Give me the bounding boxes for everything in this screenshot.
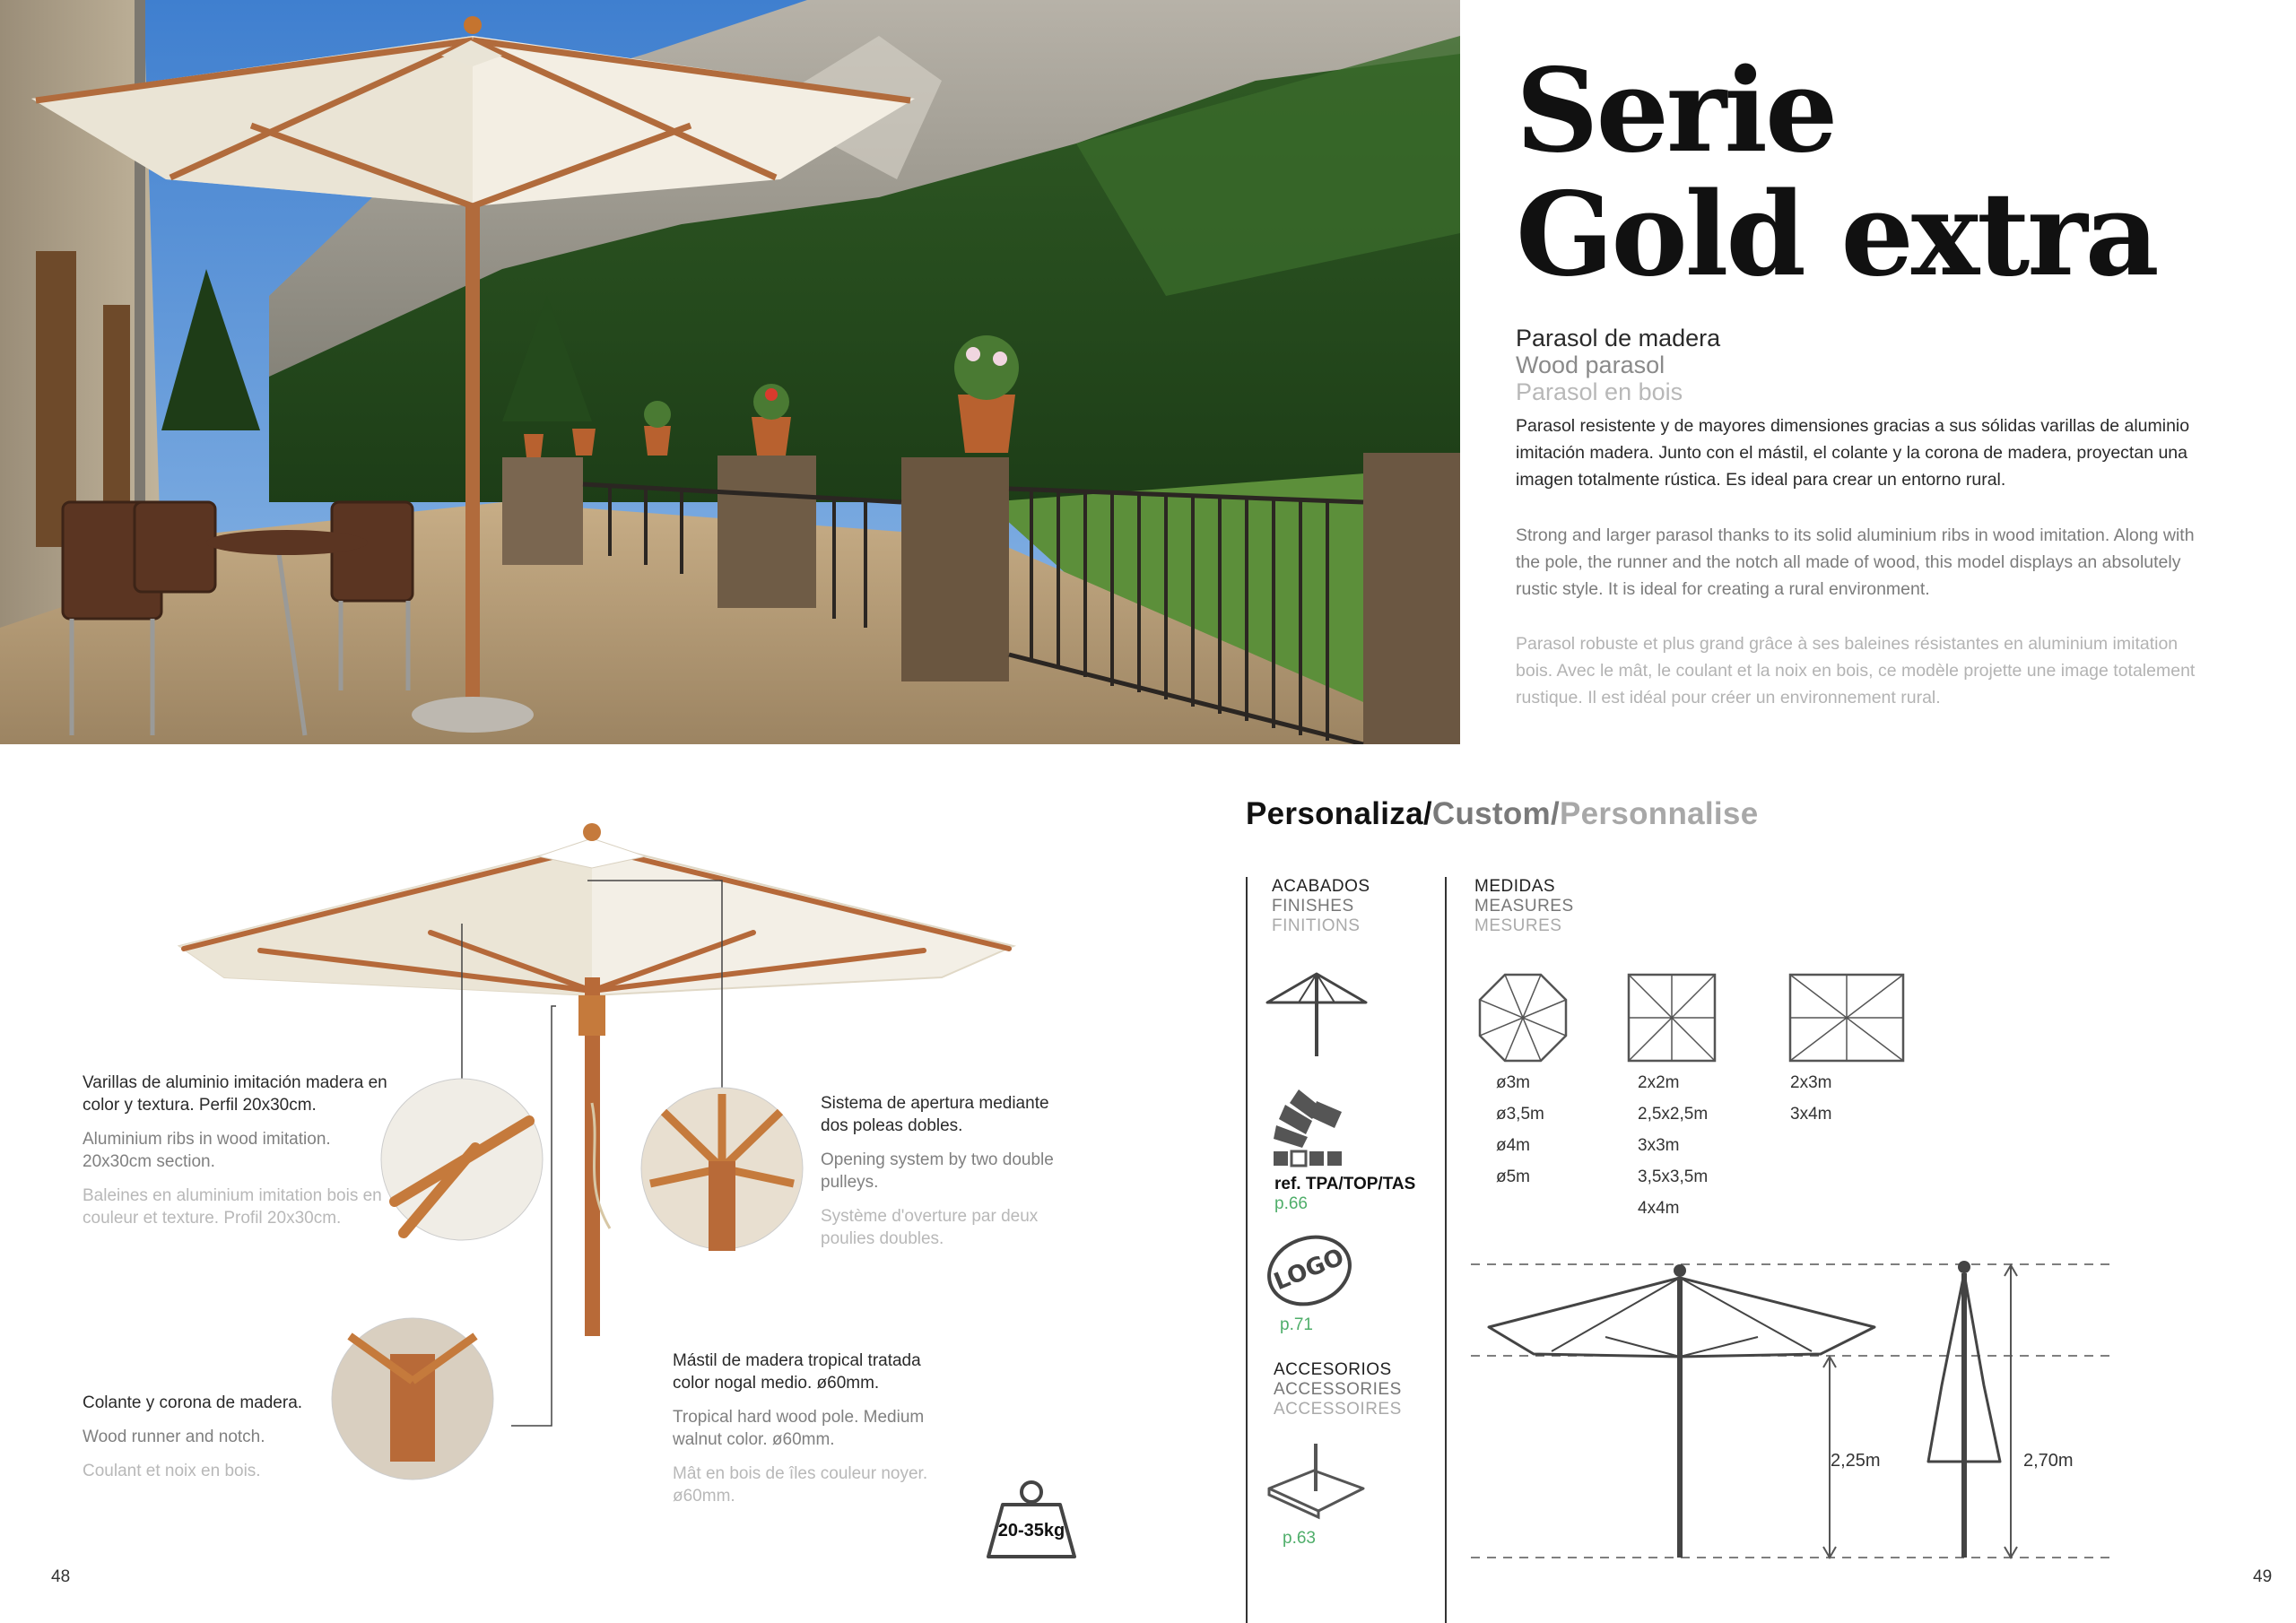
- title-line-2: Gold extra: [1516, 168, 2157, 302]
- logo-text: LOGO: [1270, 1243, 1348, 1297]
- measures-fr: MESURES: [1474, 916, 1562, 935]
- octagon-shape-icon: [1478, 973, 1568, 1063]
- heading-separator: /: [1550, 796, 1560, 831]
- height-open-label: 2,25m: [1831, 1451, 1881, 1471]
- height-closed-label: 2,70m: [2023, 1451, 2074, 1471]
- finishes-fr: FINITIONS: [1272, 916, 1361, 935]
- callout-opening-system: [821, 1092, 1081, 1250]
- callout-runner: [83, 1392, 352, 1482]
- accessories-fr: ACCESSOIRES: [1274, 1400, 1402, 1419]
- subtitle-fr: Parasol en bois: [1516, 378, 1683, 405]
- size-square: 2x2m: [1638, 1073, 1680, 1092]
- accessories-es: ACCESORIOS: [1274, 1360, 1392, 1379]
- measures-en: MEASURES: [1474, 897, 1574, 916]
- finishes-heading: [1272, 877, 1370, 936]
- customize-heading-fr: Personnalise: [1559, 796, 1759, 831]
- callout-opening-fr: Système d'overture par deux poulies doubles.: [821, 1207, 1039, 1248]
- page-number-left: 48: [51, 1567, 71, 1586]
- accessories-heading: [1274, 1360, 1402, 1419]
- series-title: [1516, 44, 2157, 302]
- page-number-right: 49: [2253, 1567, 2273, 1586]
- parasol-finish-icon: [1263, 967, 1370, 1061]
- size-round: ø3m: [1496, 1073, 1530, 1092]
- measures-heading: [1474, 877, 1574, 936]
- size-round: ø5m: [1496, 1167, 1530, 1186]
- fabric-swatches-icon: [1272, 1085, 1352, 1167]
- callout-ribs: [83, 1072, 387, 1229]
- accessories-page-link[interactable]: p.63: [1283, 1529, 1316, 1548]
- height-dimensions-diagram: [1471, 1251, 2135, 1574]
- description-es: Parasol resistente y de mayores dimensiones gracias a sus sólidas varillas de aluminio imitación madera. Junto con el mástil, el colante y la corona de madera, proyectan una imagen totalmente rústica. Es ideal para crear un entorno rural.: [1516, 416, 2190, 490]
- accessories-en: ACCESSORIES: [1274, 1380, 1402, 1399]
- size-square: 3x3m: [1638, 1136, 1680, 1155]
- sizes-rect-list: [1790, 1067, 1831, 1130]
- callout-pole: [673, 1350, 960, 1507]
- weight-icon: [983, 1478, 1080, 1560]
- finishes-en: FINISHES: [1272, 897, 1354, 916]
- rectangle-shape-icon: [1788, 973, 1905, 1063]
- hero-photo: [0, 0, 1460, 744]
- callout-runner-fr: Coulant et noix en bois.: [83, 1462, 261, 1480]
- title-line-1: Serie: [1516, 44, 1836, 178]
- subtitle-en: Wood parasol: [1516, 352, 1665, 378]
- weight-label: 20-35kg: [997, 1521, 1065, 1541]
- customize-heading-en: Custom: [1431, 796, 1551, 831]
- size-round: ø4m: [1496, 1136, 1530, 1155]
- logo-page-link[interactable]: p.71: [1280, 1315, 1313, 1334]
- callout-pole-es: Mástil de madera tropical tratada color nogal medio. ø60mm.: [673, 1351, 921, 1393]
- parasol-base-icon: [1265, 1439, 1368, 1520]
- subtitle-es: Parasol de madera: [1516, 325, 1721, 352]
- measures-es: MEDIDAS: [1474, 877, 1556, 896]
- callout-pole-en: Tropical hard wood pole. Medium walnut color. ø60mm.: [673, 1408, 925, 1449]
- customize-heading: [1246, 796, 1758, 832]
- fabric-page-link[interactable]: p.66: [1274, 1194, 1308, 1213]
- logo-print-icon: [1265, 1230, 1354, 1311]
- size-square: 4x4m: [1638, 1199, 1680, 1218]
- callout-pole-fr: Mât en bois de îles couleur noyer. ø60mm.: [673, 1464, 928, 1506]
- size-square: 2,5x2,5m: [1638, 1105, 1709, 1124]
- customize-heading-es: Personaliza: [1246, 796, 1423, 831]
- callout-runner-en: Wood runner and notch.: [83, 1428, 265, 1446]
- callout-ribs-fr: Baleines en aluminium imitation bois en couleur et texture. Profil 20x30cm.: [83, 1186, 382, 1228]
- column-divider: [1445, 877, 1447, 1623]
- heading-separator: /: [1422, 796, 1432, 831]
- finishes-es: ACABADOS: [1272, 877, 1370, 896]
- size-rect: 3x4m: [1790, 1105, 1832, 1124]
- square-shape-icon: [1627, 973, 1717, 1063]
- callout-opening-en: Opening system by two double pulleys.: [821, 1150, 1054, 1192]
- size-square: 3,5x3,5m: [1638, 1167, 1709, 1186]
- sizes-square-list: [1638, 1067, 1708, 1224]
- column-divider: [1246, 877, 1248, 1623]
- fabric-ref: ref. TPA/TOP/TAS: [1274, 1175, 1416, 1193]
- size-rect: 2x3m: [1790, 1073, 1832, 1092]
- callout-runner-es: Colante y corona de madera.: [83, 1393, 303, 1412]
- description-en: Strong and larger parasol thanks to its solid aluminium ribs in wood imitation. Along with the pole, the runner and the notch all made of wood, this model displays an absolutely rustic style. It is ideal for creating a rural environment.: [1516, 525, 2195, 599]
- callout-ribs-es: Varillas de aluminio imitación madera en color y textura. Perfil 20x30cm.: [83, 1073, 387, 1115]
- description-fr: Parasol robuste et plus grand grâce à ses baleines résistantes en aluminium imitation bois. Avec le mât, le coulant et la noix en bois, ce modèle projette une image totalement rustique. Il est idéal pour créer un environnement rural.: [1516, 634, 2196, 707]
- callout-opening-es: Sistema de apertura mediante dos poleas dobles.: [821, 1094, 1049, 1135]
- callout-ribs-en: Aluminium ribs in wood imitation. 20x30cm section.: [83, 1130, 331, 1171]
- size-round: ø3,5m: [1496, 1105, 1544, 1124]
- sizes-round-list: [1496, 1067, 1544, 1193]
